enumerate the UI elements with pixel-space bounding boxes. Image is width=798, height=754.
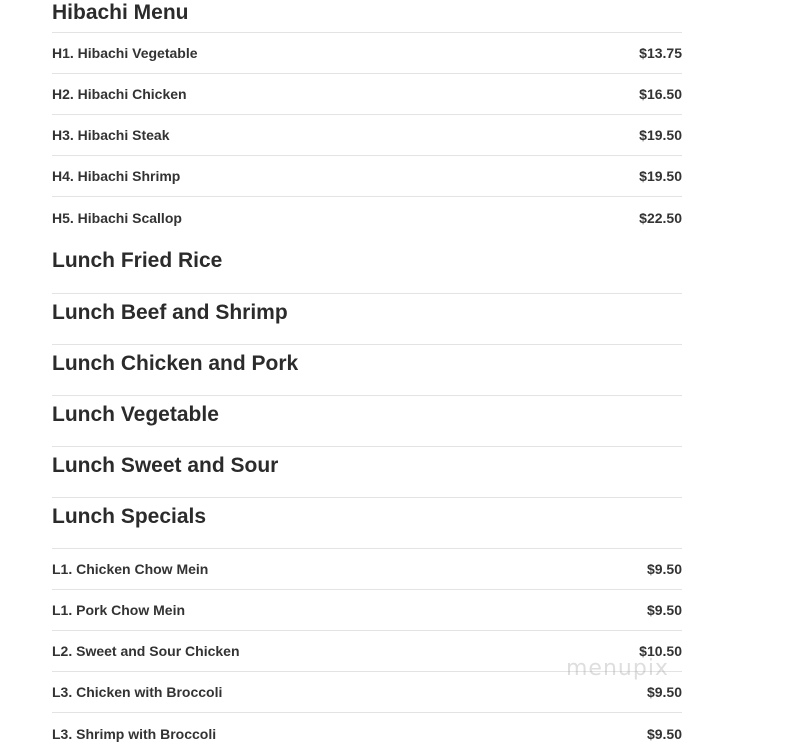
item-price: $19.50 [639,168,682,184]
section-title-lunch-vegetable[interactable]: Lunch Vegetable [52,396,682,447]
watermark-logo: menupix [566,656,669,681]
item-price: $10.50 [639,643,682,659]
item-name: H3. Hibachi Steak [52,127,170,143]
menu-item[interactable] [52,713,682,754]
menu-item[interactable] [52,549,682,590]
section-title-hibachi-menu: Hibachi Menu [52,0,682,33]
menu-list [52,0,682,754]
item-name: L2. Sweet and Sour Chicken [52,643,240,659]
item-name: L1. Pork Chow Mein [52,602,186,618]
item-name: H5. Hibachi Scallop [52,209,182,226]
menu-item[interactable] [52,115,682,156]
menu-item[interactable] [52,156,682,197]
menu-item[interactable] [52,197,682,238]
item-price: $19.50 [639,127,682,143]
menu-item[interactable] [52,631,682,672]
item-price: $9.50 [646,561,682,577]
item-price: $9.50 [646,725,682,742]
menu-item[interactable] [52,672,682,713]
item-price: $22.50 [639,209,682,226]
section-title-lunch-chicken-and-pork[interactable]: Lunch Chicken and Pork [52,345,682,396]
section-title-lunch-specials[interactable]: Lunch Specials [52,498,682,549]
section-title-lunch-fried-rice[interactable]: Lunch Fried Rice [52,238,682,294]
menu-item[interactable] [52,33,682,74]
item-name: L3. Chicken with Broccoli [52,684,223,700]
item-price: $13.75 [639,45,682,61]
section-title-lunch-beef-and-shrimp[interactable]: Lunch Beef and Shrimp [52,294,682,345]
section-title-lunch-sweet-and-sour[interactable]: Lunch Sweet and Sour [52,447,682,498]
menu-item[interactable] [52,590,682,631]
item-name: H4. Hibachi Shrimp [52,168,181,184]
item-name: L1. Chicken Chow Mein [52,561,209,577]
item-price: $16.50 [639,86,682,102]
menu-item[interactable] [52,74,682,115]
item-name: H2. Hibachi Chicken [52,86,187,102]
item-price: $9.50 [646,684,682,700]
item-name: H1. Hibachi Vegetable [52,45,198,61]
item-price: $9.50 [646,602,682,618]
item-name: L3. Shrimp with Broccoli [52,725,217,742]
